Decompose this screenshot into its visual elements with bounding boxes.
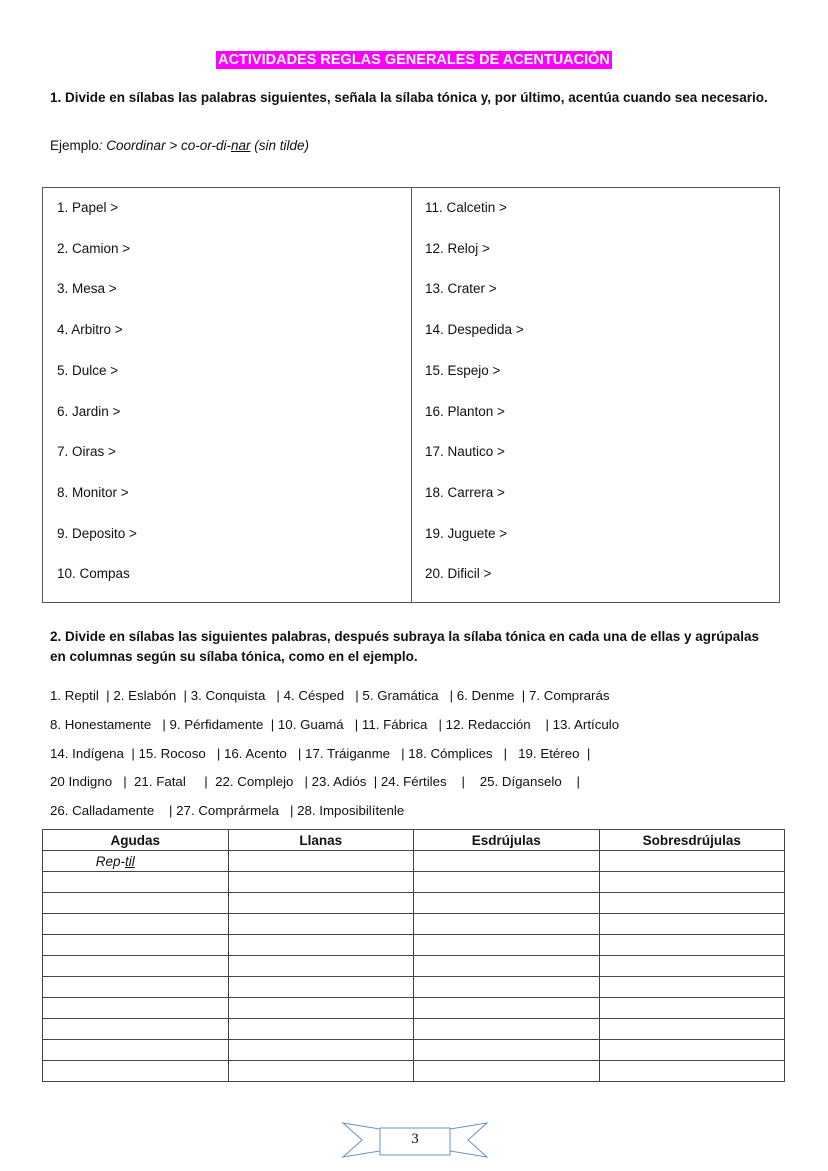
word-item: 16. Planton > [425,403,505,419]
table-row [43,1019,785,1040]
word-list-line: 26. Calladamente | 27. Comprármela | 28. Imposibilítenle [50,803,405,819]
table-cell [43,1040,229,1061]
table-cell [599,893,785,914]
table-cell [43,956,229,977]
table-cell [414,935,600,956]
word-item: 2. Camion > [57,240,131,256]
table-cell [599,935,785,956]
table-cell [414,998,600,1019]
word-item: 18. Carrera > [425,484,505,500]
table-cell [43,1019,229,1040]
table-cell [43,851,229,872]
table-cell [599,1040,785,1061]
table-cell [228,872,414,893]
classification-table [42,829,785,1082]
table-row [43,893,785,914]
word-item: 17. Nautico > [425,444,505,460]
word-item: 7. Oiras > [57,444,116,460]
table-cell [43,935,229,956]
table-cell [228,977,414,998]
table-cell [228,914,414,935]
table-cell [414,977,600,998]
example-text: : Coordinar > co-or-di- [98,138,231,153]
table-cell [228,1019,414,1040]
table-row [43,935,785,956]
word-item: 1. Papel > [57,200,119,215]
word-list-line: 1. Reptil | 2. Eslabón | 3. Conquista | 4. Césped | 5. Gramática | 6. Denme | 7. Comprarás [50,688,610,703]
word-item: 11. Calcetin > [425,200,507,215]
table-cell [414,1061,600,1082]
question-2: 2. Divide en sílabas las siguientes palabras, después subraya la sílaba tónica en cada una de ellas y agrúpalas en columnas según su sílaba tónica, como en el ejemplo. [50,629,760,664]
table-cell [43,977,229,998]
page-number: 3 [411,1131,419,1147]
page-title [0,52,828,68]
word-item: 9. Deposito > [57,525,137,541]
table-cell [228,893,414,914]
table-cell [599,914,785,935]
table-row [43,914,785,935]
table-cell [228,1040,414,1061]
word-item: 5. Dulce > [57,362,119,378]
table-cell [43,872,229,893]
table-cell [43,893,229,914]
word-item: 6. Jardin > [57,403,121,419]
table-cell [43,914,229,935]
table-cell [414,956,600,977]
table-row [43,977,785,998]
example-note: (sin tilde) [250,138,309,153]
table-cell [414,872,600,893]
word-item: 14. Despedida > [425,322,524,338]
table-cell [414,851,600,872]
table-cell [228,851,414,872]
column-header: Esdrújulas [414,830,600,851]
example-syllables: Rep- [95,853,125,869]
word-item: 4. Arbitro > [57,322,123,338]
word-item: 15. Espejo > [425,362,501,378]
table-cell [43,998,229,1019]
table-cell [599,851,785,872]
example-line [50,138,309,153]
table-cell [414,893,600,914]
table-row [43,1040,785,1061]
words-table [42,187,780,603]
table-row [43,851,785,872]
word-list-line: 20 Indigno | 21. Fatal | 22. Complejo | 23. Adiós | 24. Fértiles | 25. Díganselo | [50,774,580,790]
table-row [43,956,785,977]
table-cell [228,956,414,977]
table-cell [599,977,785,998]
table-cell [228,935,414,956]
word-item: 8. Monitor > [57,484,129,500]
table-cell [599,1061,785,1082]
word-list-line: 14. Indígena | 15. Rocoso | 16. Acento | 17. Tráiganme | 18. Cómplices | 19. Etéreo | [50,745,591,761]
table-cell [414,914,600,935]
word-item: 19. Juguete > [425,525,508,541]
table-cell [414,1019,600,1040]
table-cell [599,956,785,977]
example-tonic: nar [230,138,251,153]
table-cell [599,1019,785,1040]
column-header: Llanas [228,830,414,851]
word-item: 12. Reloj > [425,240,490,256]
table-cell [43,1061,229,1082]
title-text: ACTIVIDADES REGLAS GENERALES DE ACENTUACIÓN [218,52,610,68]
table-cell [599,872,785,893]
column-header: Agudas [43,830,229,851]
word-item: 10. Compas [57,566,130,582]
table-row [43,872,785,893]
example-label: Ejemplo [50,138,99,153]
question-1: 1. Divide en sílabas las palabras siguientes, señala la sílaba tónica y, por último, acentúa cuando sea necesario. [50,90,768,105]
table-cell [414,1040,600,1061]
table-row [43,998,785,1019]
column-header: Sobresdrújulas [599,830,785,851]
table-cell [228,998,414,1019]
word-item: 13. Crater > [425,281,497,297]
word-list-line: 8. Honestamente | 9. Pérfidamente | 10. Guamá | 11. Fábrica | 12. Redacción | 13. Artículo [50,716,620,732]
word-item: 3. Mesa > [57,281,117,297]
table-row [43,1061,785,1082]
example-tonic: til [125,853,135,869]
table-cell [599,998,785,1019]
word-item: 20. Dificil > [425,566,492,582]
table-cell [228,1061,414,1082]
